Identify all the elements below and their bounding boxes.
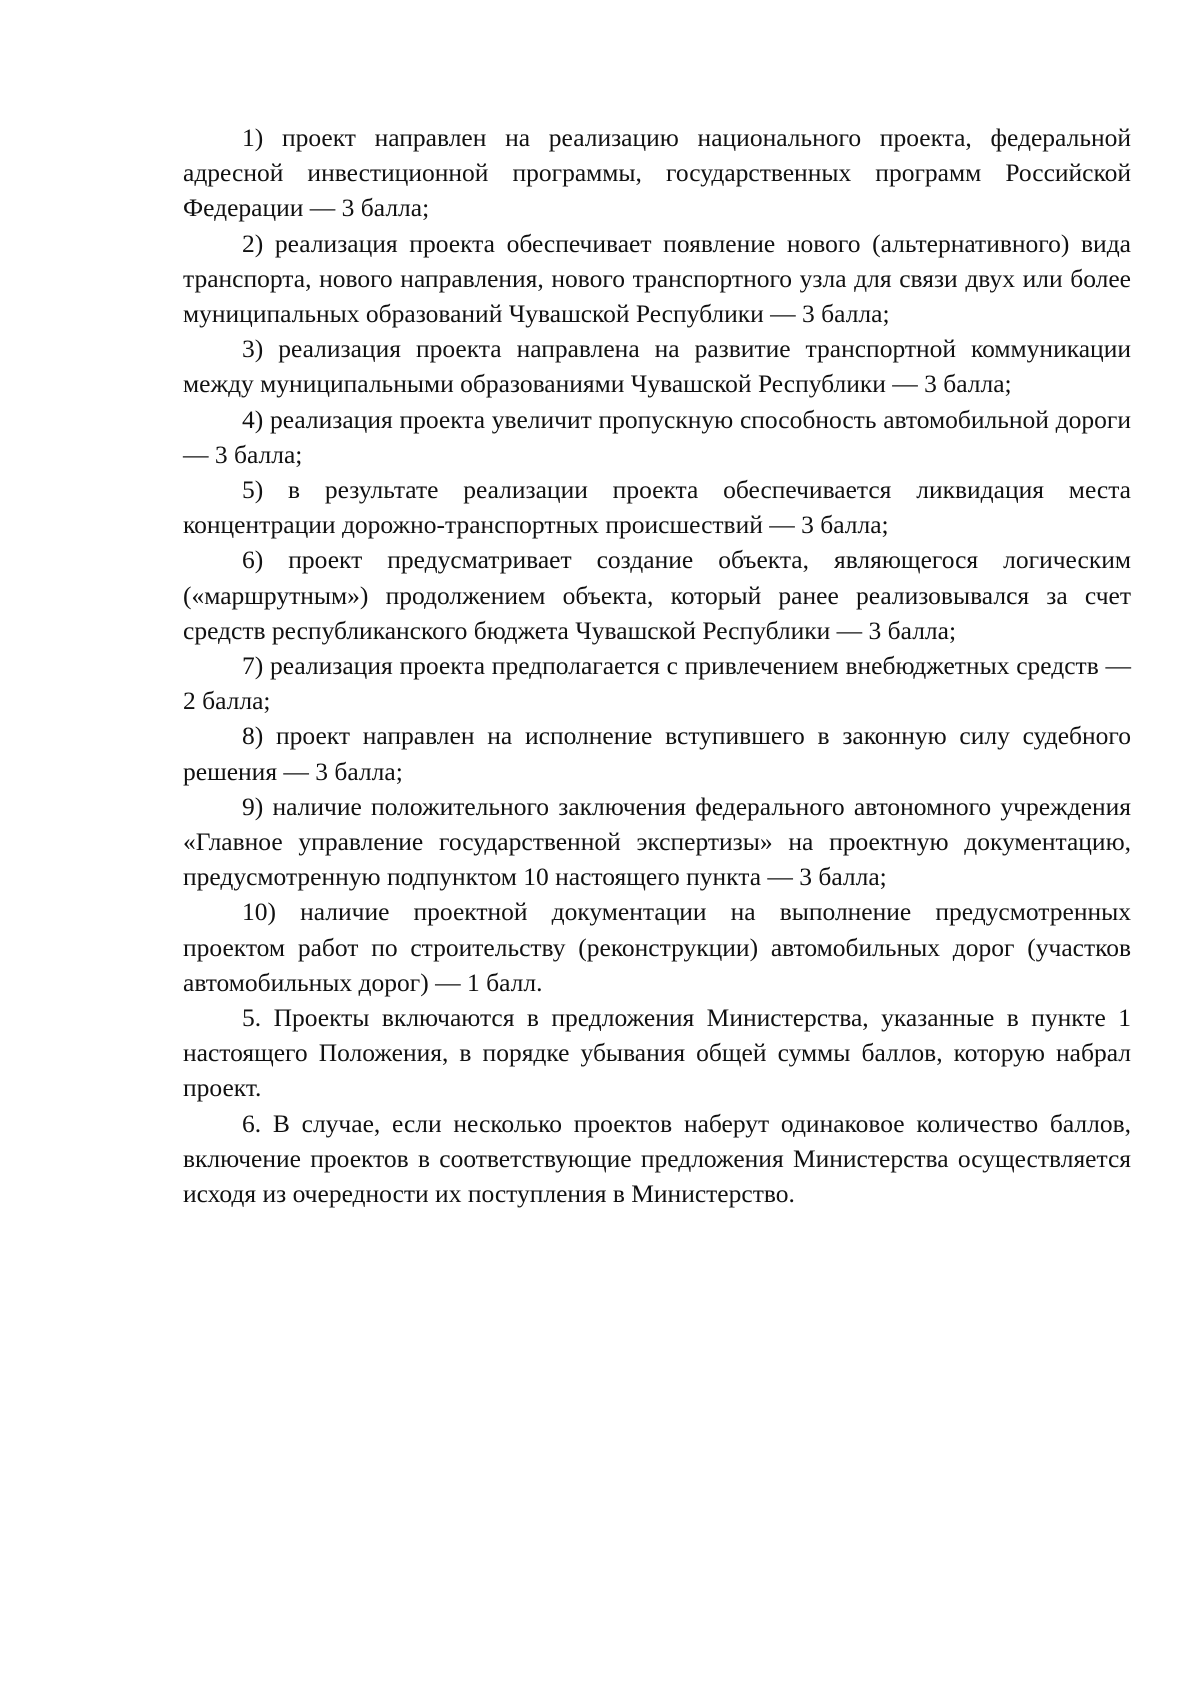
clause-paragraph: 6. В случае, если несколько проектов наберут одинаковое количество баллов, включение проектов в соответствующие предложения Министерства осуществляется исходя из очередности их поступления в Министерство.: [183, 1108, 1131, 1209]
list-item: 9) наличие положительного заключения федерального автономного учреждения «Главное управление государственной экспертизы» на проектную документацию, предусмотренную подпунктом 10 настоящего пункта — 3 балла;: [183, 791, 1131, 892]
list-item: 6) проект предусматривает создание объекта, являющегося логическим («маршрутным») продолжением объекта, который ранее реализовывался за счет средств республиканского бюджета Чувашской Республики — 3 балла;: [183, 545, 1131, 645]
clause-paragraph: 5. Проекты включаются в предложения Министерства, указанные в пункте 1 настоящего Положения, в порядке убывания общей суммы баллов, которую набрал проект.: [183, 1003, 1131, 1103]
list-item: 5) в результате реализации проекта обеспечивается ликвидация места концентрации дорожно-транспортных происшествий — 3 балла;: [183, 475, 1131, 540]
document-body: [183, 120, 1131, 1211]
list-item: 1) проект направлен на реализацию национального проекта, федеральной адресной инвестиционной программы, государственных программ Российской Федерации — 3 балла;: [183, 123, 1131, 223]
list-item: 3) реализация проекта направлена на развитие транспортной коммуникации между муниципальными образованиями Чувашской Республики — 3 балла;: [183, 334, 1131, 399]
list-item: 4) реализация проекта увеличит пропускную способность автомобильной дороги — 3 балла;: [183, 404, 1131, 469]
list-item: 8) проект направлен на исполнение вступившего в законную силу судебного решения — 3 балла;: [183, 721, 1131, 786]
list-item: 10) наличие проектной документации на выполнение предусмотренных проектом работ по строительству (реконструкции) автомобильных дорог (участков автомобильных дорог) — 1 балл.: [183, 897, 1131, 997]
list-item: 2) реализация проекта обеспечивает появление нового (альтернативного) вида транспорта, нового направления, нового транспортного узла для связи двух или более муниципальных образований Чувашской Республики — 3 балла;: [183, 228, 1131, 329]
list-item: 7) реализация проекта предполагается с привлечением внебюджетных средств — 2 балла;: [183, 651, 1131, 716]
